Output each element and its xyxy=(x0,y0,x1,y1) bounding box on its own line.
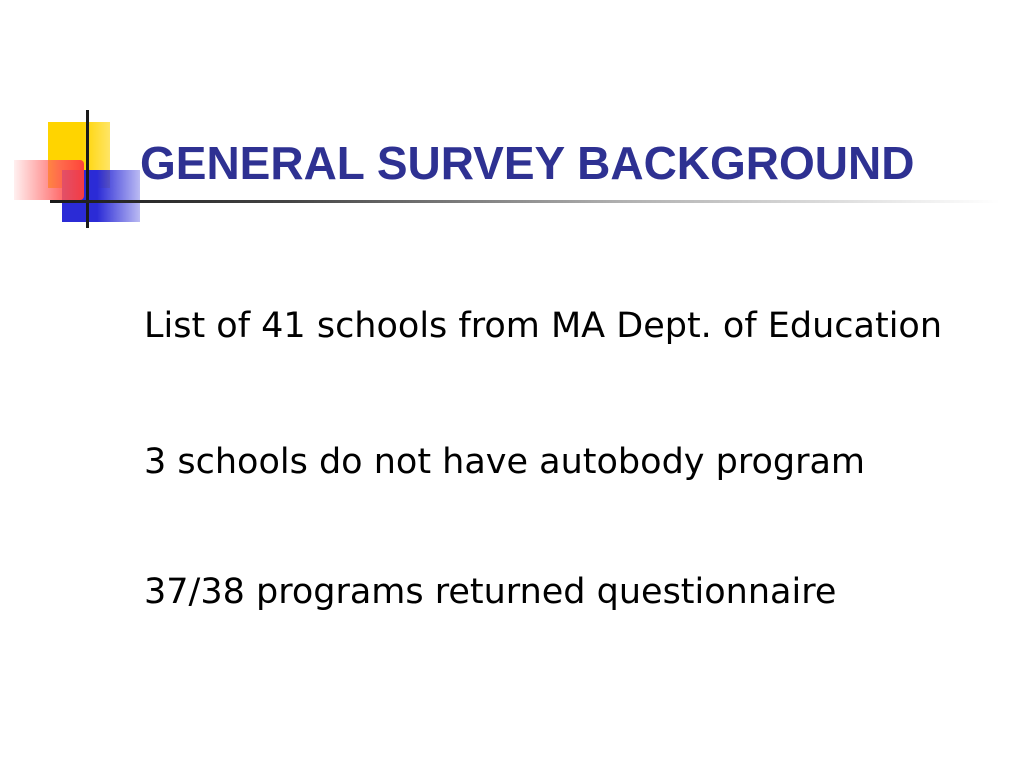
slide-title: GENERAL SURVEY BACKGROUND xyxy=(140,137,915,189)
title-underline xyxy=(50,200,1000,203)
bullet-list xyxy=(144,300,984,618)
decorative-vertical-line xyxy=(86,110,89,228)
bullet-item: List of 41 schools from MA Dept. of Education xyxy=(144,306,943,346)
decorative-red-block xyxy=(14,160,84,200)
bullet-item: 3 schools do not have autobody program xyxy=(144,442,866,482)
bullet-item: 37/38 programs returned questionnaire xyxy=(144,572,837,612)
